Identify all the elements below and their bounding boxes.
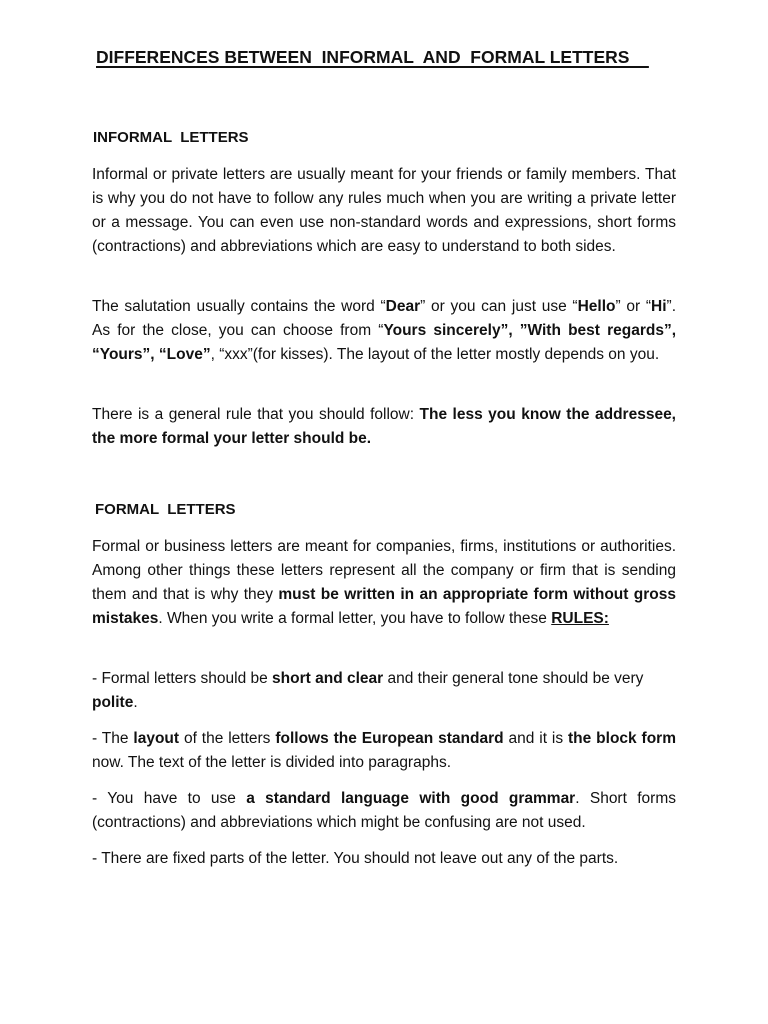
bold-run: Yours sincerely”, ”With best regards”, “Yours”, “Love” [92,322,676,363]
informal-letters-heading: INFORMAL LETTERS [93,129,249,146]
bold-run: short and clear [272,670,384,687]
text-run: . When you write a formal letter, you have to follow these [158,610,552,627]
bold-run: polite [92,694,134,711]
text-run: - The [92,730,134,747]
bold-run: must be written in an appropriate form without gross mistakes [92,586,676,627]
rule-item-language [92,787,676,835]
rule-item-tone [92,667,676,715]
text-run: ” or you can just use “ [420,298,578,315]
formal-paragraph-intro [92,535,676,631]
text-run: , “xxx”(for kisses). The layout of the letter mostly depends on you. [210,346,660,363]
text-run: - You have to use [92,790,247,807]
informal-paragraph-intro: Informal or private letters are usually meant for your friends or family members. That is why you do not have to follow any rules much when you are writing a private letter or a message. You can even use non-standard words and expressions, short forms (contractions) and abbreviations which are easy to understand to both sides. [92,166,676,255]
text-run: - There are fixed parts of the letter. You should not leave out any of the parts. [92,850,619,867]
rule-item-layout [92,727,676,775]
text-run: Formal or business letters are meant for companies, firms, institutions or authorities. Among other things these letters represent all the company or firm that is sending them and that is why they [92,538,676,603]
informal-paragraph-rule [92,403,676,451]
bold-run: a standard language with good grammar [246,790,576,807]
text-run: now. The text of the letter is divided into paragraphs. [92,754,452,771]
rule-item-fixed-parts [92,847,676,871]
text-run: There is a general rule that you should follow: [92,406,420,423]
document-title: DIFFERENCES BETWEEN INFORMAL AND FORMAL LETTERS [96,47,649,67]
bold-run: The less you know the addressee, the more formal your letter should be. [92,406,676,447]
text-run: ” or “ [615,298,652,315]
bold-run: Dear [385,298,421,315]
text-run: ”. As for the close, you can choose from “ [92,298,677,339]
text-run: of the letters [179,730,276,747]
rules-label: RULES: [551,610,609,627]
bold-run: the block form [568,730,676,747]
formal-letters-heading: FORMAL LETTERS [95,501,236,518]
text-run: and it is [503,730,569,747]
text-run: . Short forms (contractions) and abbreviations which might be confusing are not used. [92,790,676,831]
text-run: . [133,694,138,711]
informal-paragraph-salutation [92,295,676,367]
bold-run: follows the European standard [275,730,504,747]
text-run: - Formal letters should be [92,670,273,687]
text-run: and their general tone should be very [383,670,644,687]
bold-run: Hello [577,298,616,315]
bold-run: Hi [651,298,667,315]
bold-run: layout [133,730,180,747]
text-run: The salutation usually contains the word “ [92,298,386,315]
